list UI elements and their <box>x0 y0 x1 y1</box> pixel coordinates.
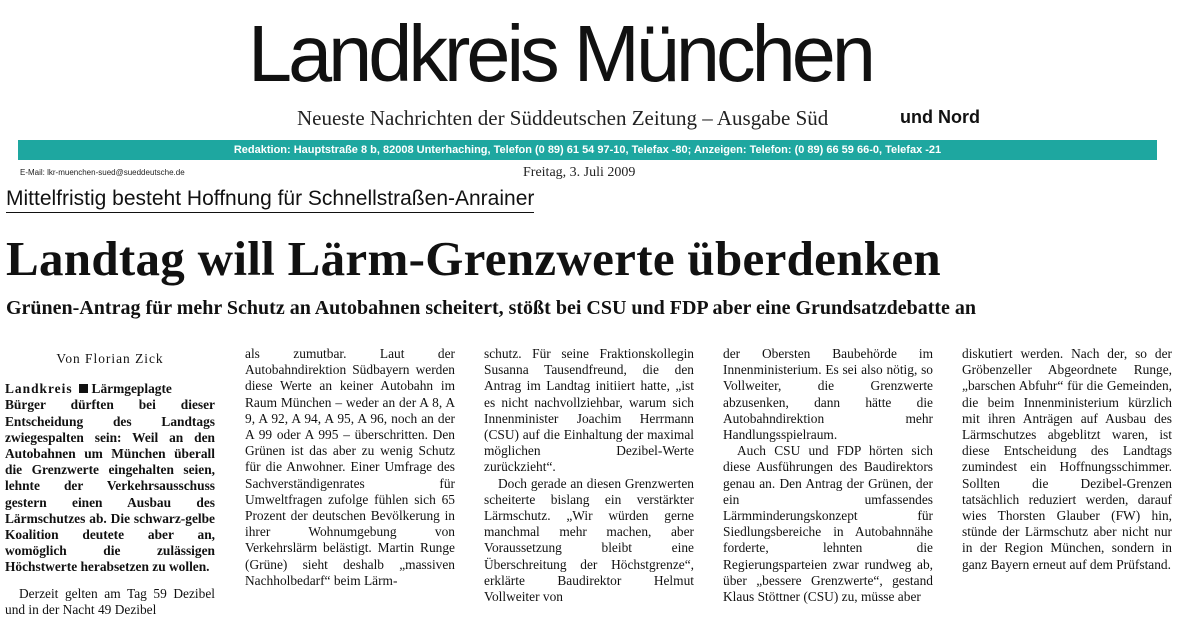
paragraph: Auch CSU und FDP hörten sich diese Ausführungen des Baudirektors genau an. Den Antrag der Grünen, der ein umfassendes Lärmminderungskonzept für Siedlungsbereiche in Autobahnnähe forderte, lehnten die Regierungsparteien zwar rundweg ab, über „bessere Grenzwerte“, gestand Klaus Stöttner (CSU) zu, müsse aber <box>723 443 933 605</box>
dateline: Landkreis <box>5 381 73 397</box>
masthead-subtitle: Neueste Nachrichten der Süddeutschen Zeitung – Ausgabe Süd <box>297 106 829 130</box>
masthead-subtitle-addition: und Nord <box>900 107 980 127</box>
lead-text: Lärmgeplagte Bürger dürften bei dieser Entscheidung des Landtags zwiegespalten sein: Weil an den Autobahnen um München überall die Grenzwerte eingehalten seien, lehnte der Verkehrsausschuss gestern einen Ausbau des Lärmschutzes ab. Die schwarz-gelbe Koalition deutete aber an, womöglich die zulässigen Höchstwerte herabsetzen zu wollen. <box>5 381 215 575</box>
paragraph: diskutiert werden. Nach der, so der Gröbenzeller Abgeordnete Runge, „barschen Abfuhr“ für die Gemeinden, die beim Innenministerium kürzlich mit ihren Anträgen auf Ausbau des Lärmschutzes abgeblitzt waren, ist diese Entscheidung des Landtags zumindest ein Hoffnungsschimmer. Sollten die Dezibel-Grenzen tatsächlich reduziert werden, darauf wies Thorsten Glauber (FW) hin, stünde der Lärmschutz aber nicht nur in der Region München, sondern in ganz Bayern erneut auf dem Prüfstand. <box>962 346 1172 572</box>
paragraph: schutz. Für seine Fraktionskollegin Susanna Tausendfreund, die den Antrag im Landtag initiiert hatte, „ist es nicht nachvollziehbar, warum sich Innenminister Joachim Herrmann (CSU) auf die Einhaltung der maximal möglichen Dezibel-Werte zurückzieht“. <box>484 346 694 475</box>
byline: Von Florian Zick <box>56 351 164 366</box>
paragraph: Doch gerade an diesen Grenzwerten scheiterte bislang ein verstärkter Lärmschutz. „Wir würden gerne manchmal mehr machen, aber Voraussetzung bleibt eine Überschreitung der Höchstgrenze“, erklärte Baudirektor Helmut Vollweiter von <box>484 475 694 605</box>
article-column-1 <box>5 346 215 618</box>
contact-bar: Redaktion: Hauptstraße 8 b, 82008 Unterhaching, Telefon (0 89) 61 54 97-10, Telefax -80; Anzeigen: Telefon: (0 89) 66 59 66-0, Telefax -21 <box>18 140 1157 160</box>
paragraph: Derzeit gelten am Tag 59 Dezibel und in der Nacht 49 Dezibel <box>5 585 215 617</box>
lead-paragraph <box>5 381 215 575</box>
paragraph: der Obersten Baubehörde im Innenministerium. Es sei also nötig, so Vollweiter, die Grenzwerte abzusenken, dann hätte die Autobahndirektion mehr Handlungsspielraum. <box>723 346 933 443</box>
article-column-4 <box>723 346 933 605</box>
article-column-2 <box>245 346 455 589</box>
article-column-3 <box>484 346 694 605</box>
article-kicker: Mittelfristig besteht Hoffnung für Schnellstraßen-Anrainer <box>6 186 534 213</box>
article-column-5 <box>962 346 1172 573</box>
article-deck: Grünen-Antrag für mehr Schutz an Autobahnen scheitert, stößt bei CSU und FDP aber eine Grundsatzdebatte an <box>6 297 977 319</box>
paragraph: als zumutbar. Laut der Autobahndirektion Südbayern werden diese Werte an keiner Autobahn im Raum München – weder an der A 8, A 9, A 92, A 94, A 95, A 96, noch an der A 99 oder A 995 – überschritten. Den Grünen ist das aber zu wenig Schutz für die Anwohner. Einer Umfrage des Sachverständigenrates für Umweltfragen zufolge fühlen sich 65 Prozent der deutschen Bevölkerung in ihrer Wohnumgebung von Verkehrslärm belästigt. Martin Runge (Grüne) sieht deshalb „massiven Nachholbedarf“ beim Lärm- <box>245 346 455 588</box>
masthead-title: Landkreis München <box>248 9 872 98</box>
issue-date: Freitag, 3. Juli 2009 <box>523 165 636 180</box>
dateline-square-icon <box>79 384 88 393</box>
article-headline: Landtag will Lärm-Grenzwerte überdenken <box>6 231 941 286</box>
email-line: E-Mail: lkr-muenchen-sued@sueddeutsche.de <box>20 168 185 177</box>
